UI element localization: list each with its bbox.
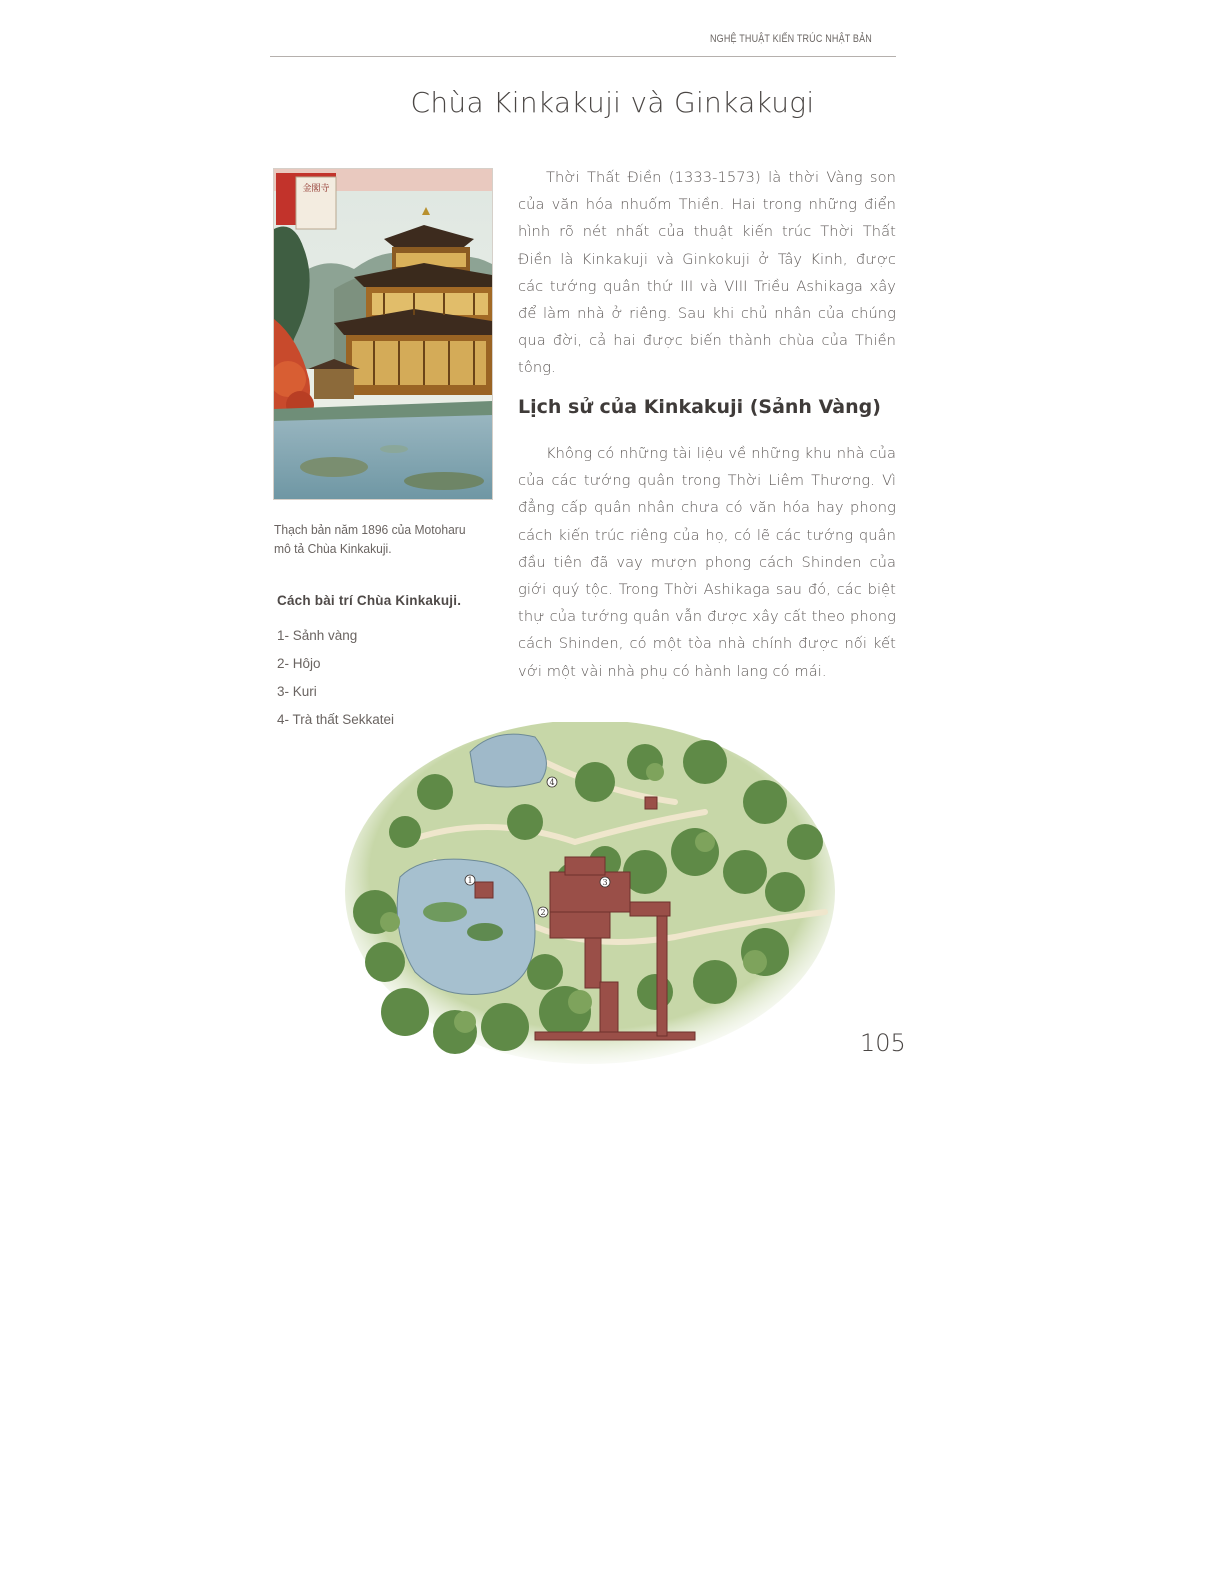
site-plan-map <box>345 722 835 1067</box>
section-heading: Lịch sử của Kinkakuji (Sảnh Vàng) <box>518 396 881 418</box>
map-marker-3: 3 <box>602 878 608 887</box>
legend-item: 3- Kuri <box>277 684 317 699</box>
header-rule <box>270 56 896 57</box>
legend-item: 4- Trà thất Sekkatei <box>277 712 395 727</box>
page-number: 105 <box>860 1029 906 1057</box>
intro-paragraph: Thời Thất Điền (1333-1573) là thời Vàng son của văn hóa nhuốm Thiền. Hai trong những điển hình rõ nét nhất của thuật kiến trúc Thời Thất Điền là Kinkakuji và Ginkokuji ở Tây Kinh, được các tướng quân thứ III và VIII Triều Ashikaga xây để làm nhà ở riêng. Sau khi chủ nhân của chúng qua đời, cả hai được biến thành chùa của Thiền tông. <box>518 169 896 377</box>
image-caption: Thạch bản năm 1896 của Motoharu mô tả Chùa Kinkakuji. <box>274 522 466 556</box>
legend-item: 1- Sảnh vàng <box>277 628 358 643</box>
running-head: NGHỆ THUẬT KIẾN TRÚC NHẬT BẢN <box>710 33 872 45</box>
history-paragraph: Không có những tài liệu về những khu nhà của của các tướng quân trong Thời Liêm Thương. Vì đẳng cấp quân nhân chưa có văn hóa hay phong cách kiến trúc riêng của họ, có lẽ các tướng quân đầu tiên đã vay mượn phong cách Shinden của giới quý tộc. Trong Thời Ashikaga sau đó, các biệt thự của tướng quân vẫn được xây cất theo phong cách Shinden, có một tòa nhà chính được nối kết với một vài nhà phụ có hành lang có mái. <box>518 445 896 680</box>
page-title: Chùa Kinkakuji và Ginkakugi <box>410 86 815 119</box>
print-inscription: 金閣寺 <box>302 184 330 194</box>
map-marker-1: 1 <box>467 876 473 885</box>
legend-item: 2- Hôjo <box>277 656 321 671</box>
layout-heading: Cách bài trí Chùa Kinkakuji. <box>277 593 462 608</box>
map-marker-2: 2 <box>540 908 546 917</box>
woodblock-print-image <box>273 168 493 500</box>
map-marker-4: 4 <box>549 778 555 787</box>
